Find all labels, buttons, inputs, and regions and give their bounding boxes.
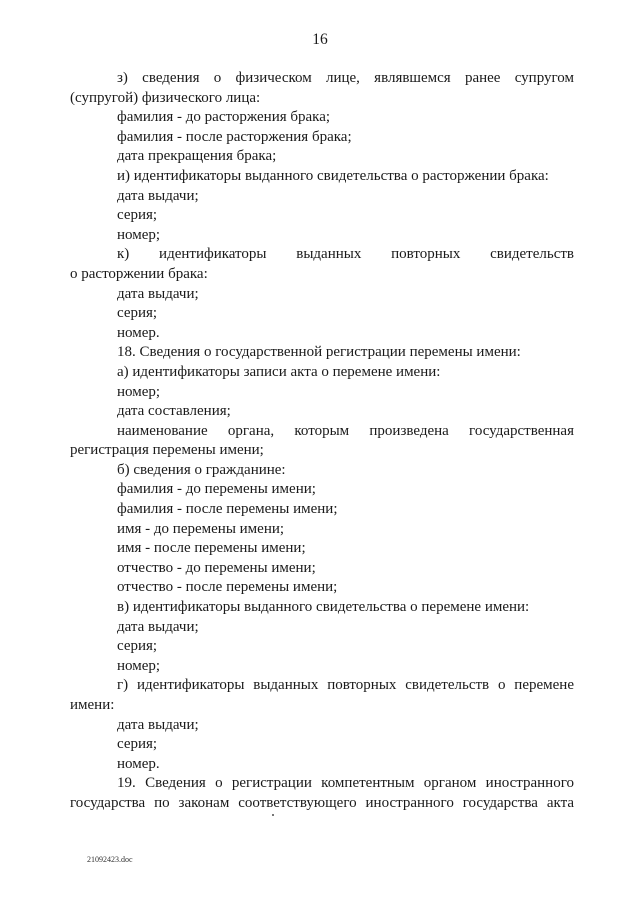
text-line: 18. Сведения о государственной регистрации перемены имени:	[117, 344, 521, 361]
text-line: дата выдачи;	[117, 618, 199, 635]
text-line: номер.	[117, 324, 160, 341]
text-line: фамилия - до перемены имени;	[117, 481, 316, 498]
text-line: государства по законам соответствующего иностранного государства акта	[70, 794, 574, 811]
document-body	[70, 69, 574, 814]
text-line: номер;	[117, 657, 161, 674]
text-line: о расторжении брака:	[70, 265, 208, 282]
text-line: фамилия - после перемены имени;	[117, 501, 338, 518]
text-line: и) идентификаторы выданного свидетельства о расторжении брака:	[117, 167, 549, 184]
page-number: 16	[312, 31, 328, 48]
text-line: серия;	[117, 305, 158, 322]
text-line: 19. Сведения о регистрации компетентным органом иностранного	[117, 775, 574, 792]
text-line: з) сведения о физическом лице, являвшемся ранее супругом	[117, 70, 574, 86]
text-line: номер.	[117, 755, 160, 772]
text-line: имя - после перемены имени;	[117, 540, 306, 557]
text-line: г) идентификаторы выданных повторных свидетельств о перемене	[117, 677, 574, 694]
text-line: б) сведения о гражданине:	[117, 461, 286, 478]
text-line: (супругой) физического лица:	[70, 89, 261, 106]
text-line: номер;	[117, 383, 161, 400]
text-line: наименование органа, которым произведена государственная	[117, 422, 574, 439]
footer-filename: 21092423.doc	[87, 855, 133, 864]
text-line: серия;	[117, 638, 158, 655]
text-line: отчество - до перемены имени;	[117, 559, 316, 576]
text-line: серия;	[117, 736, 158, 753]
text-line: дата прекращения брака;	[117, 148, 277, 165]
text-line: имя - до перемены имени;	[117, 520, 285, 537]
text-line: к) идентификаторы выданных повторных свидетельств	[117, 246, 574, 263]
text-line: фамилия - до расторжения брака;	[117, 109, 331, 126]
text-line: дата выдачи;	[117, 285, 199, 302]
text-line: дата составления;	[117, 403, 231, 420]
text-line: в) идентификаторы выданного свидетельства о перемене имени:	[117, 599, 530, 616]
text-line: а) идентификаторы записи акта о перемене имени:	[117, 363, 441, 380]
text-line: имени:	[70, 697, 115, 713]
text-line: отчество - после перемены имени;	[117, 579, 338, 596]
scan-speck	[272, 814, 274, 816]
text-line: фамилия - после расторжения брака;	[117, 128, 352, 145]
text-line: регистрация перемены имени;	[70, 442, 264, 459]
text-line: дата выдачи;	[117, 716, 199, 733]
text-line: номер;	[117, 226, 161, 243]
text-line: дата выдачи;	[117, 187, 199, 204]
text-line: серия;	[117, 207, 158, 224]
